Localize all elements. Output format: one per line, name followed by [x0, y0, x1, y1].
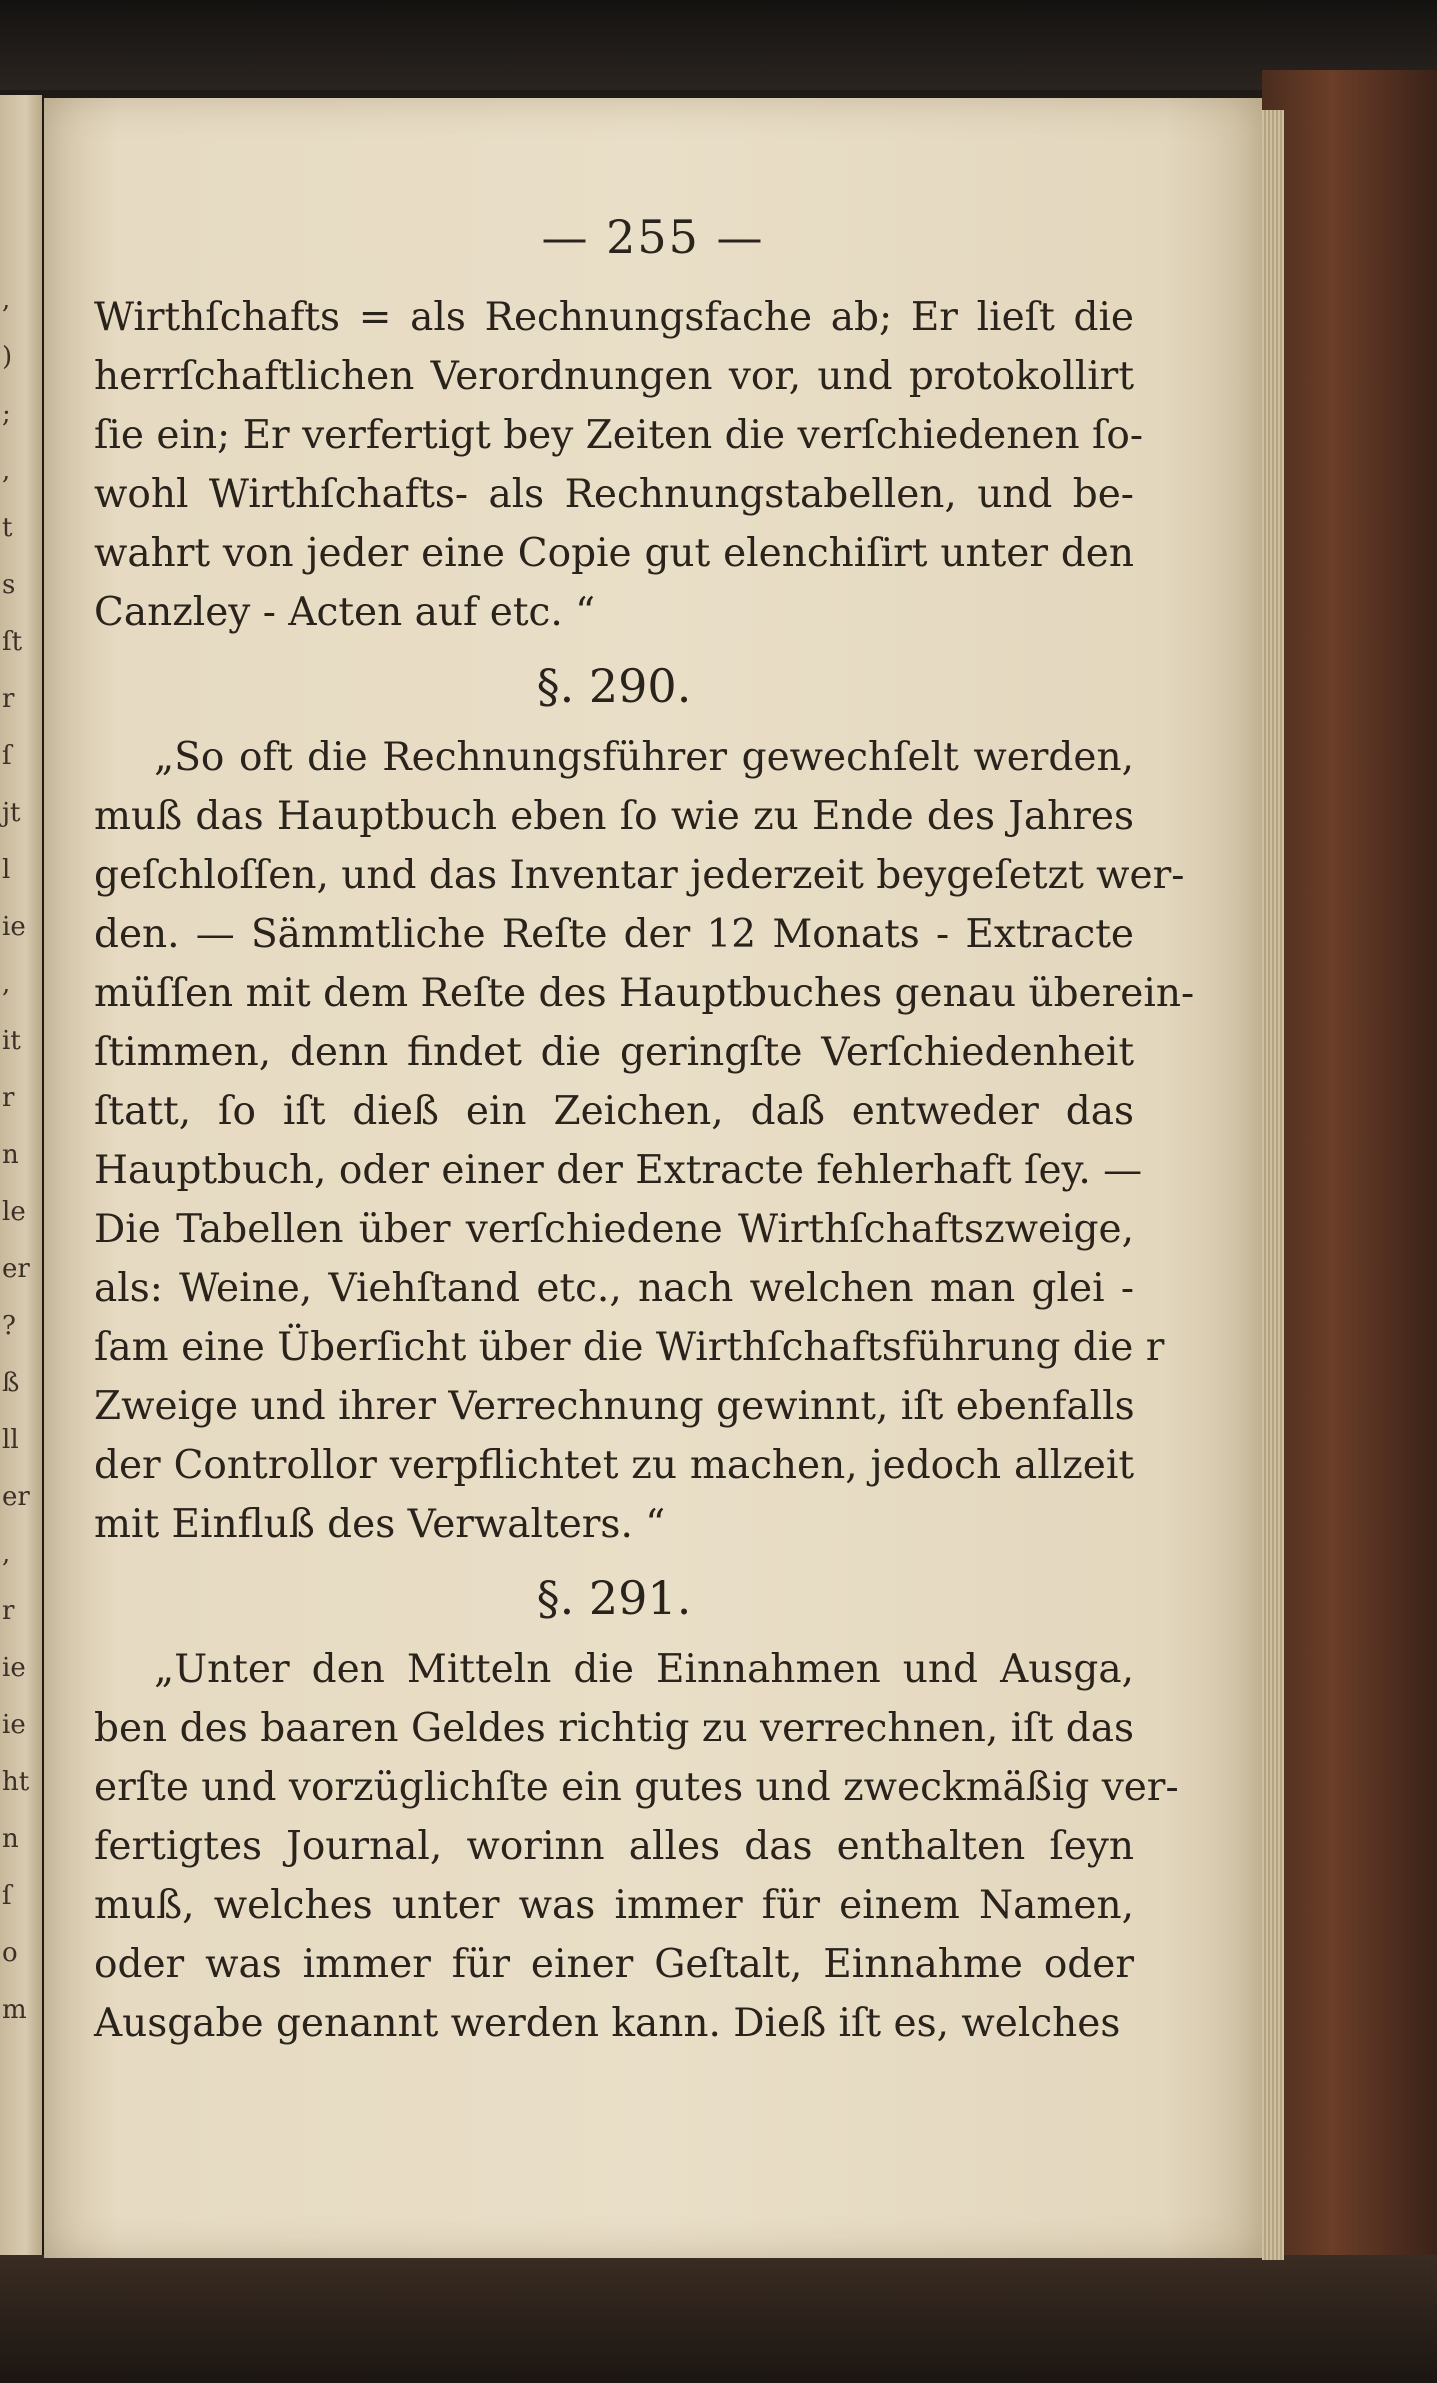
- facing-page-glyph: t: [2, 513, 13, 543]
- text-line: herrſchaftlichen Verordnungen vor, und protokollirt: [94, 354, 1134, 399]
- text-line: als: Weine, Viehſtand etc., nach welchen man glei -: [94, 1266, 1134, 1311]
- facing-page-glyph: ie: [2, 912, 26, 942]
- text-line: erſte und vorzüglichſte ein gutes und zweckmäßig ver-: [94, 1765, 1179, 1810]
- text-line: „So oft die Rechnungsführer gewechſelt werden,: [154, 735, 1134, 780]
- text-line: wahrt von jeder eine Copie gut elenchiſirt unter den: [94, 531, 1134, 576]
- text-line: muß, welches unter was immer für einem Namen,: [94, 1883, 1134, 1928]
- facing-page-glyph: ht: [2, 1767, 30, 1797]
- paragraph-1: [94, 288, 1144, 642]
- book-page: [44, 98, 1262, 2258]
- facing-page-glyph: ſ: [2, 741, 12, 771]
- text-line: oder was immer für einer Geſtalt, Einnahme oder: [94, 1942, 1134, 1987]
- text-line: Ausgabe genannt werden kann. Dieß iſt es, welches: [94, 2001, 1121, 2046]
- facing-page-glyph: ,: [2, 1539, 11, 1569]
- facing-page-edge: [0, 95, 42, 2255]
- text-line: ſam eine Überſicht über die Wirthſchaftsführung die r: [94, 1325, 1165, 1370]
- facing-page-glyph: o: [2, 1938, 18, 1968]
- page-block-edges: [1262, 110, 1284, 2260]
- paragraph-3: [94, 1640, 1179, 2053]
- page-body: [94, 288, 1195, 2053]
- text-line: fertigtes Journal, worinn alles das enthalten ſeyn: [94, 1824, 1134, 1869]
- facing-page-glyph: r: [2, 1596, 15, 1626]
- text-line: der Controllor verpflichtet zu machen, jedoch allzeit: [94, 1443, 1134, 1488]
- book-cover-edge: [1262, 70, 1437, 2300]
- facing-page-glyph: s: [2, 570, 16, 600]
- text-line: geſchloſſen, und das Inventar jederzeit beygeſetzt wer-: [94, 853, 1185, 898]
- section-heading-290: §. 290.: [536, 659, 692, 713]
- facing-page-glyph: er: [2, 1482, 30, 1512]
- facing-page-glyph: it: [2, 1026, 21, 1056]
- text-line: Canzley - Acten auf etc. “: [94, 590, 596, 635]
- text-line: wohl Wirthſchafts- als Rechnungstabellen, und be-: [94, 472, 1134, 517]
- facing-page-glyph: ſt: [2, 627, 23, 657]
- text-line: muß das Hauptbuch eben ſo wie zu Ende des Jahres: [94, 794, 1134, 839]
- facing-page-glyph: ß: [2, 1368, 20, 1398]
- facing-page-glyph: ſ: [2, 1881, 12, 1911]
- facing-page-glyph: ;: [2, 399, 11, 429]
- facing-page-glyph: n: [2, 1824, 19, 1854]
- facing-page-glyph: er: [2, 1254, 30, 1284]
- background: [0, 0, 1437, 90]
- text-line: Wirthſchafts = als Rechnungsfache ab; Er lieſt die: [94, 295, 1134, 340]
- facing-page-glyph: ?: [2, 1311, 16, 1341]
- facing-page-glyph: ,: [2, 285, 11, 315]
- facing-page-glyph: r: [2, 684, 15, 714]
- facing-page-glyph: le: [2, 1197, 26, 1227]
- text-line: Die Tabellen über verſchiedene Wirthſchaftszweige,: [94, 1207, 1134, 1252]
- text-line: den. — Sämmtliche Reſte der 12 Monats - Extracte: [94, 912, 1134, 957]
- text-line: ſie ein; Er verfertigt bey Zeiten die verſchiedenen ſo-: [94, 413, 1144, 458]
- text-line: müſſen mit dem Reſte des Hauptbuches genau überein-: [94, 971, 1195, 1016]
- facing-page-glyph: ie: [2, 1653, 26, 1683]
- text-line: Hauptbuch, oder einer der Extracte fehlerhaft ſey. —: [94, 1148, 1143, 1193]
- facing-page-glyph: m: [2, 1995, 27, 2025]
- text-line: ſtimmen, denn findet die geringſte Verſchiedenheit: [94, 1030, 1134, 1075]
- book-cover-bottom: [0, 2255, 1437, 2383]
- text-line: ſtatt, ſo iſt dieß ein Zeichen, daß entweder das: [94, 1089, 1134, 1134]
- text-line: mit Einfluß des Verwalters. “: [94, 1502, 666, 1547]
- facing-page-glyph: r: [2, 1083, 15, 1113]
- text-line: ben des baaren Geldes richtig zu verrechnen, iſt das: [94, 1706, 1134, 1751]
- facing-page-glyph: ): [2, 342, 13, 372]
- section-heading-291: §. 291.: [536, 1571, 692, 1625]
- facing-page-glyph: n: [2, 1140, 19, 1170]
- facing-page-glyph: ,: [2, 456, 11, 486]
- facing-page-glyph: jt: [2, 798, 21, 828]
- text-line: Zweige und ihrer Verrechnung gewinnt, iſt ebenfalls: [94, 1384, 1135, 1429]
- facing-page-glyph: ,: [2, 969, 11, 999]
- facing-page-glyph: ll: [2, 1425, 19, 1455]
- page-number: — 255 —: [541, 210, 765, 264]
- facing-page-glyph: ie: [2, 1710, 26, 1740]
- paragraph-2: [94, 728, 1195, 1554]
- facing-page-glyph: l: [2, 855, 11, 885]
- text-line: „Unter den Mitteln die Einnahmen und Ausga,: [154, 1647, 1134, 1692]
